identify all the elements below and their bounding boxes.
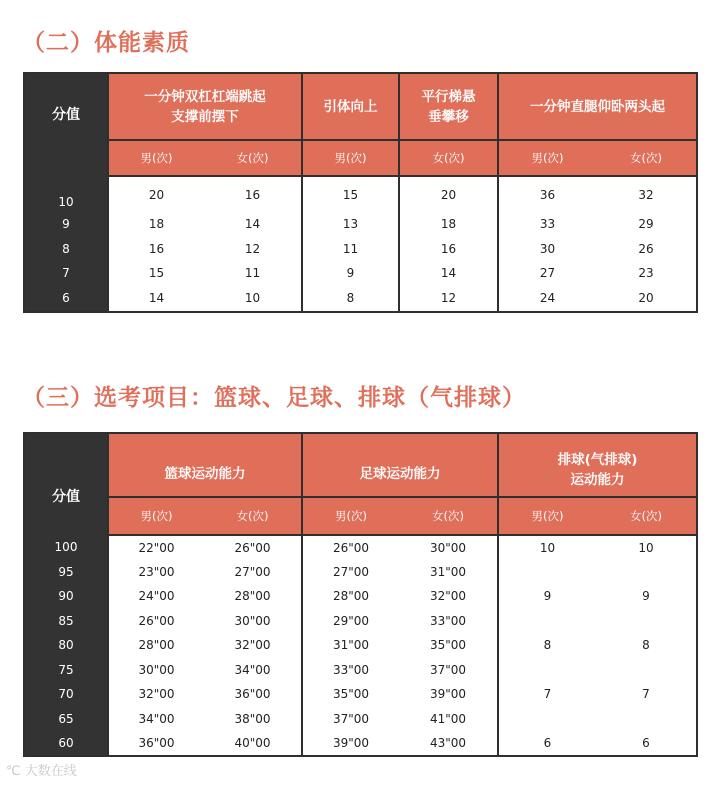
subheader-male: 男(次) [108, 497, 204, 535]
value-cell: 27"00 [302, 560, 399, 585]
value-cell: 40"00 [234, 735, 271, 750]
value-cell [498, 658, 596, 683]
value-cell: 13 [302, 212, 399, 237]
subheader-male: 男(次) [498, 140, 596, 176]
score-cell: 9 [24, 212, 108, 237]
value-cell: 29 [638, 217, 654, 232]
value-cell: 26 [638, 241, 654, 256]
value-cell: 36"00 [108, 731, 204, 756]
value-cell: 16 [244, 187, 261, 202]
value-cell: 9 [302, 261, 399, 286]
value-cell [596, 560, 697, 585]
group-header [302, 73, 399, 140]
value-cell: 11 [302, 237, 399, 262]
value-cell: 33 [498, 212, 596, 237]
value-cell: 43"00 [429, 735, 467, 750]
value-cell: 31"00 [429, 564, 467, 579]
group-header [498, 73, 697, 140]
value-cell: 37"00 [429, 662, 467, 677]
group-header [302, 433, 498, 497]
value-cell: 27 [498, 261, 596, 286]
value-cell: 26"00 [302, 535, 399, 560]
value-cell [498, 707, 596, 732]
value-cell: 9 [642, 589, 650, 604]
subheader-male: 男(次) [302, 140, 399, 176]
table-row [24, 658, 697, 683]
value-cell: 33"00 [302, 658, 399, 683]
value-cell: 20 [638, 291, 654, 305]
section-title-physical: （二）体能素质 [22, 30, 190, 56]
value-cell [498, 560, 596, 585]
score-cell: 80 [24, 633, 108, 658]
score-cell: 75 [24, 658, 108, 683]
value-cell: 35"00 [429, 638, 467, 653]
value-cell: 30 [498, 237, 596, 262]
group-label: 一分钟双杠杠端跳起 支撑前摆下 [144, 88, 266, 125]
value-cell: 15 [108, 261, 204, 286]
subheader-male: 男(次) [302, 497, 399, 535]
table-row [24, 584, 697, 609]
value-cell: 6 [498, 731, 596, 756]
table-row [24, 176, 697, 212]
value-cell: 32 [638, 187, 654, 202]
value-cell [596, 609, 697, 634]
score-cell: 8 [24, 237, 108, 262]
value-cell: 27"00 [234, 564, 271, 579]
subheader-male: 男(次) [108, 140, 204, 176]
score-cell: 7 [24, 261, 108, 286]
value-cell: 39"00 [429, 687, 467, 702]
value-cell: 30"00 [429, 540, 467, 555]
value-cell: 8 [642, 638, 650, 653]
value-cell: 14 [108, 286, 204, 312]
table-row [24, 286, 697, 312]
group-label: 篮球运动能力 [164, 466, 246, 482]
watermark-logo-icon: ℃ [6, 764, 21, 779]
table-row [24, 560, 697, 585]
table-row [24, 609, 697, 634]
value-cell: 10 [498, 535, 596, 560]
subheader-female: 女(次) [204, 497, 302, 535]
value-cell: 23"00 [108, 560, 204, 585]
score-cell: 100 [24, 535, 108, 560]
table-row [24, 212, 697, 237]
value-cell: 24 [498, 286, 596, 312]
value-cell: 10 [244, 291, 261, 305]
value-cell: 31"00 [302, 633, 399, 658]
score-header: 分值 [24, 433, 108, 535]
value-cell: 7 [642, 687, 650, 702]
value-cell [596, 707, 697, 732]
value-cell: 28"00 [108, 633, 204, 658]
section-title-electives: （三）选考项目：篮球、足球、排球（气排球） [22, 385, 526, 411]
group-label: 平行梯悬 垂攀移 [421, 88, 476, 125]
value-cell: 20 [399, 176, 498, 212]
subheader-female: 女(次) [399, 140, 498, 176]
value-cell: 32"00 [429, 589, 467, 604]
value-cell: 12 [244, 241, 261, 256]
group-header [498, 433, 697, 497]
subheader-female: 女(次) [399, 497, 498, 535]
value-cell: 35"00 [302, 682, 399, 707]
value-cell: 30"00 [234, 613, 271, 628]
value-cell: 18 [399, 212, 498, 237]
value-cell: 32"00 [234, 638, 271, 653]
value-cell: 37"00 [302, 707, 399, 732]
value-cell: 9 [498, 584, 596, 609]
value-cell: 29"00 [302, 609, 399, 634]
value-cell: 28"00 [302, 584, 399, 609]
table-row [24, 633, 697, 658]
value-cell: 14 [244, 217, 261, 232]
table-row [24, 237, 697, 262]
value-cell: 33"00 [429, 613, 467, 628]
table-row [24, 261, 697, 286]
value-cell: 24"00 [108, 584, 204, 609]
value-cell: 39"00 [302, 731, 399, 756]
table-row [24, 682, 697, 707]
watermark-text: 大数在线 [24, 764, 77, 779]
value-cell: 16 [399, 237, 498, 262]
score-cell: 85 [24, 609, 108, 634]
subheader-female: 女(次) [204, 140, 302, 176]
score-cell: 90 [24, 584, 108, 609]
group-label: 引体向上 [323, 98, 378, 115]
value-cell: 28"00 [234, 589, 271, 604]
value-cell: 38"00 [234, 711, 271, 726]
value-cell: 32"00 [108, 682, 204, 707]
score-cell: 60 [24, 731, 108, 756]
table-row [24, 535, 697, 560]
subheader-male: 男(次) [498, 497, 596, 535]
value-cell: 8 [498, 633, 596, 658]
value-cell: 18 [108, 212, 204, 237]
subheader-female: 女(次) [596, 140, 697, 176]
value-cell: 16 [108, 237, 204, 262]
value-cell: 15 [302, 176, 399, 212]
value-cell: 7 [498, 682, 596, 707]
value-cell: 26"00 [234, 540, 271, 555]
group-label: 排球(气排球) 运动能力 [557, 452, 638, 488]
group-label: 足球运动能力 [359, 466, 441, 482]
value-cell: 36"00 [234, 687, 271, 702]
value-cell: 20 [108, 176, 204, 212]
electives-table [23, 432, 698, 757]
value-cell: 11 [244, 266, 261, 281]
value-cell: 23 [638, 266, 654, 281]
value-cell [498, 609, 596, 634]
value-cell: 6 [642, 735, 650, 750]
score-cell: 95 [24, 560, 108, 585]
value-cell: 10 [638, 540, 654, 555]
watermark [6, 760, 77, 779]
value-cell: 34"00 [234, 662, 271, 677]
value-cell: 22"00 [108, 535, 204, 560]
value-cell: 12 [399, 286, 498, 312]
group-label: 一分钟直腿仰卧两头起 [530, 98, 665, 115]
group-header [108, 433, 302, 497]
score-cell: 65 [24, 707, 108, 732]
value-cell: 36 [498, 176, 596, 212]
table-row [24, 731, 697, 756]
group-header [399, 73, 498, 140]
value-cell: 14 [399, 261, 498, 286]
subheader-female: 女(次) [596, 497, 697, 535]
physical-fitness-table [23, 72, 698, 313]
score-header: 分值 [24, 73, 108, 176]
score-cell: 6 [24, 286, 108, 312]
group-header [108, 73, 302, 140]
value-cell: 34"00 [108, 707, 204, 732]
value-cell: 41"00 [429, 711, 467, 726]
value-cell: 8 [302, 286, 399, 312]
value-cell [596, 658, 697, 683]
score-cell: 70 [24, 682, 108, 707]
value-cell: 26"00 [108, 609, 204, 634]
score-cell: 10 [24, 176, 108, 212]
table-row [24, 707, 697, 732]
value-cell: 30"00 [108, 658, 204, 683]
